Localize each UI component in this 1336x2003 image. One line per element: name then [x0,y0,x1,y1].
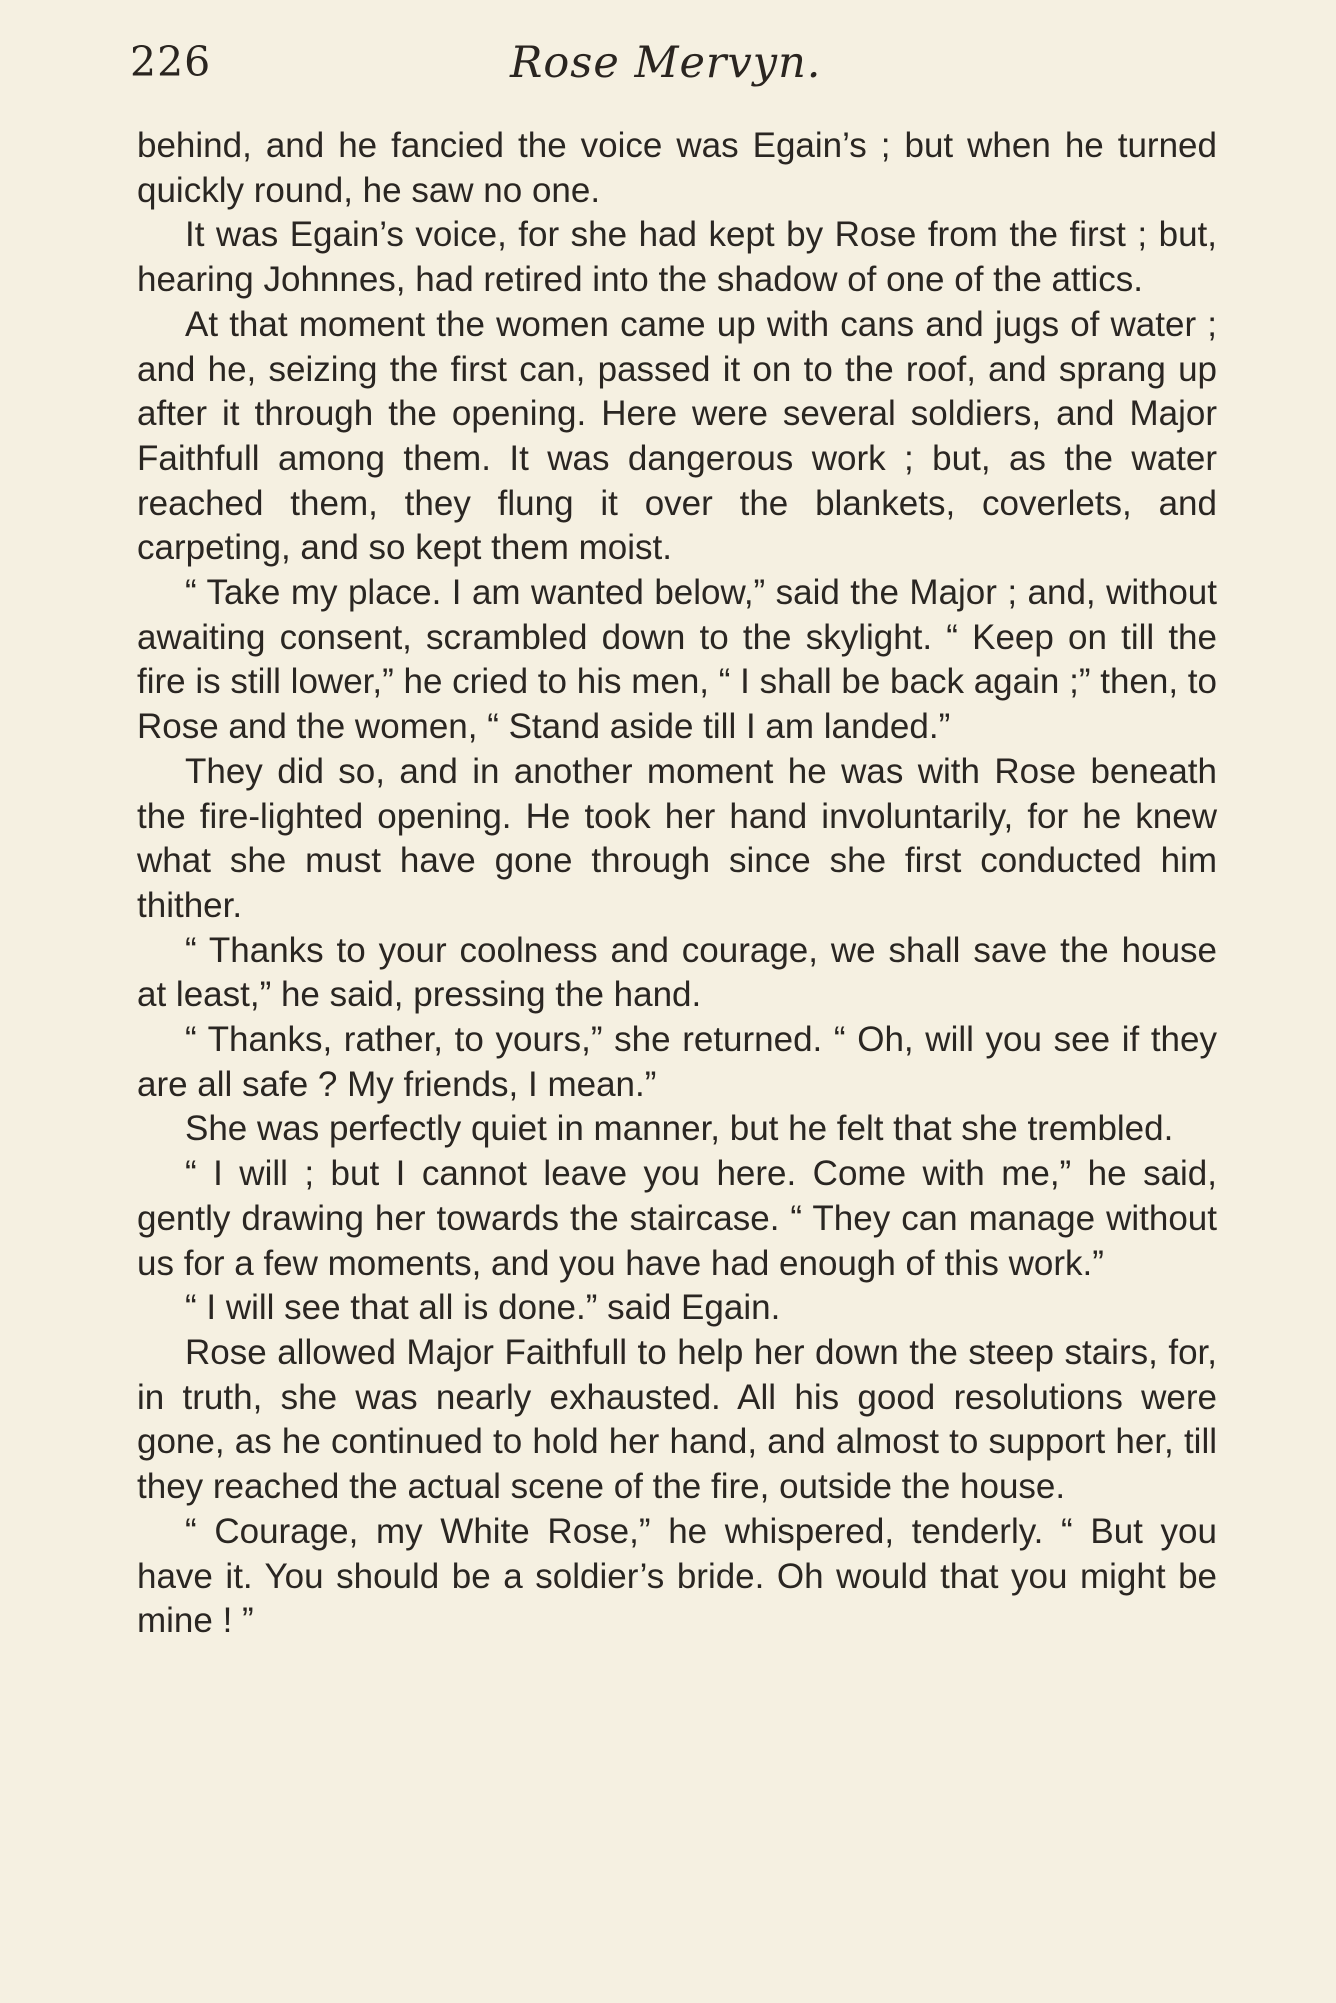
running-title: Rose Mervyn. [510,38,822,88]
paragraph: She was perfectly quiet in manner, but he felt that she trembled. [185,1109,1174,1149]
paragraph: Rose allowed Major Faithfull to help her down the steep stairs, for, in truth, she was nearly exhausted. All his good resolutions were gone, as he continued to hold her hand, and almost to support her, till they reached the actual scene of the fire, outside the house. [137,1332,1217,1507]
paragraph: They did so, and in another moment he was with Rose beneath the fire-lighted opening. He took her hand involuntarily, for he knew what she must have gone through since she first conducted him thither. [137,751,1217,925]
paragraph: “ I will see that all is done.” said Egain. [185,1288,781,1328]
paragraph: At that moment the women came up with cans and jugs of water ; and he, seizing the first can, passed it on to the roof, and sprang up after it through the opening. Here were several soldiers, and Major Faithfull among them. It was dangerous work ; but, as the water reached them, they flung it over the blankets, coverlets, and carpeting, and so kept them moist. [137,304,1217,568]
paragraph: “ Courage, my White Rose,” he whispered, tenderly. “ But you have it. You should be a soldier’s bride. Oh would that you might be mine ! ” [137,1511,1217,1641]
paragraph: behind, and he fancied the voice was Egain’s ; but when he turned quickly round, he saw no one. [137,126,1217,210]
paragraph: “ Thanks, rather, to yours,” she returned. “ Oh, will you see if they are all safe ? My friends, I mean.” [137,1020,1217,1104]
paragraph: “ I will ; but I cannot leave you here. Come with me,” he said, gently drawing her towards the staircase. “ They can manage without us for a few moments, and you have had enough of this work.” [137,1154,1217,1283]
page-header [130,38,1220,118]
paragraph: “ Take my place. I am wanted below,” said the Major ; and, without awaiting consent, scrambled down to the skylight. “ Keep on till the fire is still lower,” he cried to his men, “ I shall be back again ;” then, to Rose and the women, “ Stand aside till I am landed.” [137,573,1217,747]
page-number: 226 [130,38,212,86]
body-text [137,124,1217,1644]
paragraph: It was Egain’s voice, for she had kept by Rose from the first ; but, hearing Johnnes, had retired into the shadow of one of the attics. [137,215,1217,300]
paragraph: “ Thanks to your coolness and courage, we shall save the house at least,” he said, pressing the hand. [137,930,1217,1015]
